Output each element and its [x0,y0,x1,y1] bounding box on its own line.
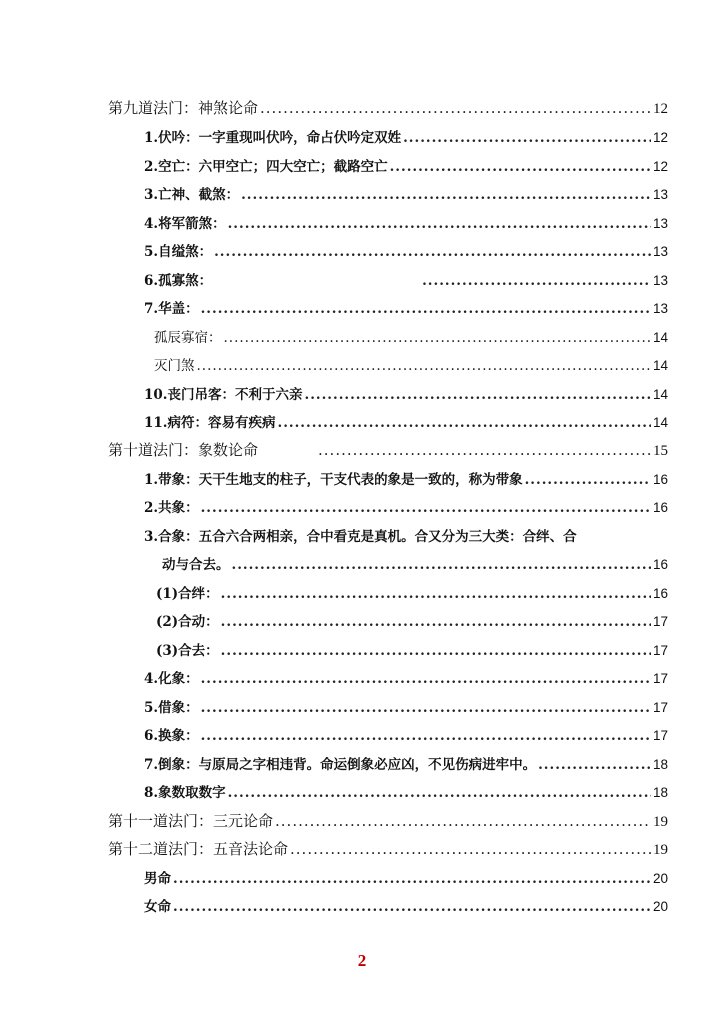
toc-entry-label: 8.象数取数字 [144,785,226,801]
toc-entry-page: 13 [652,216,668,231]
toc-entry-page: 14 [652,358,668,373]
page-number: 2 [357,951,367,970]
toc-entry-page: 17 [652,614,668,629]
toc-entry-chapter[interactable] [108,810,668,831]
toc-entry-label: 6.孤寡煞： [144,273,213,289]
dot-leader [278,415,651,431]
toc-entry-label: 动与合去。 [162,557,230,573]
dot-leader [290,840,651,858]
toc-entry-label: 4.将军箭煞： [144,216,226,232]
dot-leader [197,358,651,374]
dot-leader [390,159,651,175]
toc-entry[interactable] [154,354,668,374]
toc-entry-chapter[interactable] [108,838,668,859]
toc-entry-page: 12 [652,130,668,145]
toc-entry-label: 7.华盖： [144,301,199,317]
toc-entry-label: (1)合绊： [156,586,219,602]
toc-entry[interactable] [144,212,668,232]
dot-leader [221,614,651,630]
toc-entry-page: 13 [652,187,668,202]
toc-entry-page: 13 [652,244,668,259]
dot-leader [318,441,651,459]
toc-entry-label: (3)合去： [156,643,219,659]
toc-entry[interactable] [144,269,668,289]
toc-entry-line1: 3.合象：五合六合两相亲，合中看克是真机。合又分为三大类：合绊、合 [144,529,577,545]
toc-entry[interactable] [156,610,668,630]
dot-leader [201,500,651,516]
toc-entry[interactable] [144,867,668,887]
toc-entry-label: 11.病符：容易有疾病 [144,415,276,431]
toc-entry-label: 第九道法门：神煞论命 [108,99,259,117]
toc-entry[interactable] [144,781,668,801]
toc-entry[interactable] [144,724,668,744]
toc-entry-page: 16 [652,500,668,515]
dot-leader [201,671,651,687]
toc-entry[interactable] [144,753,668,773]
dot-leader [201,728,651,744]
dot-leader [221,586,651,602]
dot-leader [403,130,651,146]
toc-entry-page: 15 [653,443,668,459]
toc-entry-page: 18 [652,757,668,772]
toc-entry-chapter[interactable] [108,97,668,118]
toc-entry-label: 孤辰寡宿： [154,330,222,346]
toc-entry[interactable] [162,553,668,573]
toc-entry-page: 16 [652,557,668,572]
toc-entry-page: 16 [652,472,668,487]
toc-entry-label: 2.共象： [144,500,199,516]
toc-entry[interactable] [144,155,668,175]
toc-entry-page: 12 [652,159,668,174]
toc-entry-label: 10.丧门吊客：不利于六亲 [144,387,303,403]
toc-entry-label: 1.伏吟：一字重现叫伏吟，命占伏吟定双姓 [144,130,402,146]
dot-leader [422,273,651,289]
toc-entry-label: 2.空亡：六甲空亡；四大空亡；截路空亡 [144,159,388,175]
toc-entry-label: 5.自缢煞： [144,244,213,260]
dot-leader [305,387,651,403]
toc-entry-chapter[interactable] [108,439,668,460]
toc-entry-page: 19 [653,814,668,830]
toc-entry[interactable] [144,183,668,203]
toc-entry[interactable] [144,240,668,260]
toc-entry[interactable] [156,639,668,659]
toc-entry[interactable] [154,326,668,346]
toc-entry-page: 12 [653,101,668,117]
toc-entry-page: 14 [652,387,668,402]
toc-entry-page: 18 [652,785,668,800]
dot-leader [224,330,651,346]
toc-entry[interactable] [144,496,668,516]
dot-leader [525,472,651,488]
toc-entry-page: 20 [652,899,668,914]
toc-entry-page: 17 [652,700,668,715]
toc-entry[interactable] [144,297,668,317]
dot-leader [201,301,651,317]
toc-entry[interactable] [144,411,668,431]
dot-leader [201,700,651,716]
toc-entry[interactable] [144,895,668,915]
dot-leader [221,643,651,659]
toc-entry-label: 第十二道法门：五音法论命 [108,840,289,858]
toc-entry-page: 17 [652,728,668,743]
toc-entry-page: 20 [652,871,668,886]
toc-entry[interactable] [144,696,668,716]
toc-entry-page: 14 [652,330,668,345]
dot-leader [173,899,651,915]
toc-entry-label: 灭门煞 [154,358,195,374]
toc-entry-page: 13 [652,301,668,316]
toc-entry-label: 第十道法门：象数论命 [108,441,259,459]
toc-entry[interactable] [144,383,668,403]
dot-leader [173,871,651,887]
toc-entry-label: 6.换象： [144,728,199,744]
toc-entry-label: (2)合动： [156,614,219,630]
toc-entry-page: 14 [652,415,668,430]
dot-leader [228,216,651,232]
toc-entry-page: 13 [652,273,668,288]
toc-entry-label: 1.带象：天干生地支的柱子，干支代表的象是一致的，称为带象 [144,472,523,488]
dot-leader [241,187,651,203]
toc-entry-label: 第十一道法门：三元论命 [108,812,274,830]
dot-leader [228,785,651,801]
toc-entry-label: 7.倒象：与原局之字相违背。命运倒象必应凶，不见伤病进牢中。 [144,757,537,773]
dot-leader [232,557,651,573]
toc-entry-label: 4.化象： [144,671,199,687]
toc-entry-label: 3.亡神、截煞： [144,187,240,203]
toc-entry[interactable] [144,126,668,146]
toc-entry-label: 5.借象： [144,700,199,716]
toc-entry[interactable] [156,582,668,602]
dot-leader [538,757,651,773]
toc-entry[interactable] [144,468,668,488]
dot-leader [275,812,651,830]
toc-entry-label: 男命 [144,871,171,887]
toc-entry-page: 17 [652,643,668,658]
toc-entry[interactable] [144,667,668,687]
dot-leader [214,244,651,260]
toc-entry-page: 17 [652,671,668,686]
dot-leader [260,99,651,117]
toc-entry-page: 19 [653,842,668,858]
toc-entry-page: 16 [652,586,668,601]
toc-entry-label: 女命 [144,899,171,915]
